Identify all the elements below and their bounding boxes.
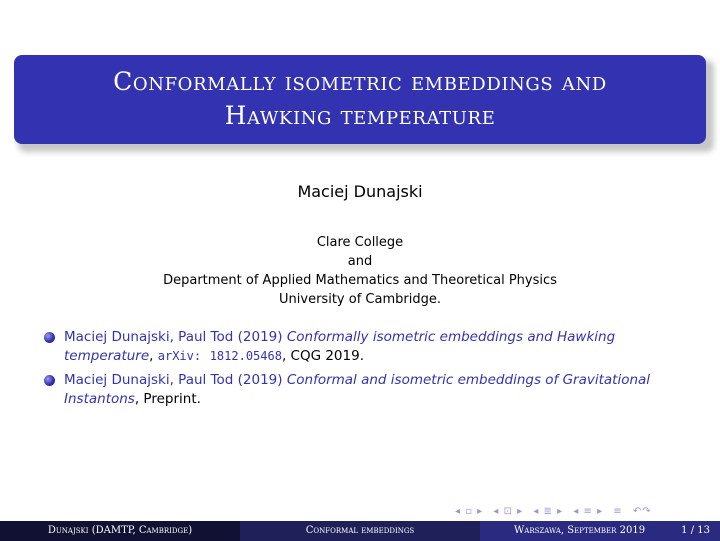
affiliation-university: University of Cambridge. — [279, 292, 441, 307]
beamer-navigation — [455, 506, 658, 517]
footer-author: Dunajski (DAMTP, Cambridge) — [0, 521, 240, 541]
author-name: Maciej Dunajski — [297, 182, 423, 201]
arxiv-link[interactable]: 1812.05468 — [209, 349, 282, 363]
footer-short-title: Conformal embeddings — [240, 521, 480, 541]
nav-frame-icon[interactable]: ◂ ≡ ▸ — [573, 506, 604, 517]
reference-item — [44, 328, 704, 366]
nav-section-icon[interactable]: ◂ ≣ ▸ — [533, 506, 564, 517]
reference-item — [44, 371, 704, 409]
bullet-icon — [44, 332, 55, 343]
footer-page-number: 1 / 13 — [681, 525, 710, 536]
reference-title: Conformally isometric embeddings and Hawking temperature — [64, 329, 616, 364]
nav-loop-icon[interactable]: ↶↷ — [632, 506, 652, 517]
affiliation-college: Clare College — [316, 235, 404, 250]
arxiv-label[interactable]: arXiv: — [157, 349, 202, 363]
reference-separator: , — [149, 348, 158, 364]
title-line-1: Conformally isometric embeddings and — [113, 67, 607, 96]
reference-authors: Maciej Dunajski, Paul Tod (2019) — [64, 372, 283, 388]
nav-subsection-icon[interactable]: ◂ ⊡ ▸ — [493, 506, 524, 517]
reference-list — [44, 328, 704, 414]
bullet-icon — [44, 375, 55, 386]
title-line-2: Hawking temperature — [224, 101, 496, 130]
reference-authors: Maciej Dunajski, Paul Tod (2019) — [64, 329, 283, 345]
reference-status: , Preprint. — [134, 391, 201, 407]
reference-title: Conformal and isometric embeddings of Gravitational Instantons — [64, 372, 651, 407]
nav-prev-frame-icon[interactable]: ◂ ▫ ▸ — [455, 506, 484, 517]
title-block — [14, 55, 706, 144]
reference-journal: , CQG 2019. — [281, 348, 364, 364]
nav-appendix-icon[interactable]: ≡ — [613, 506, 623, 517]
affiliation — [0, 233, 720, 309]
footer-right — [480, 521, 720, 541]
affiliation-department: Department of Applied Mathematics and Theoretical Physics — [163, 273, 557, 288]
affiliation-and: and — [347, 254, 373, 269]
footer-venue-date: Warszawa, September 2019 — [514, 525, 646, 536]
footer-bar — [0, 521, 720, 541]
